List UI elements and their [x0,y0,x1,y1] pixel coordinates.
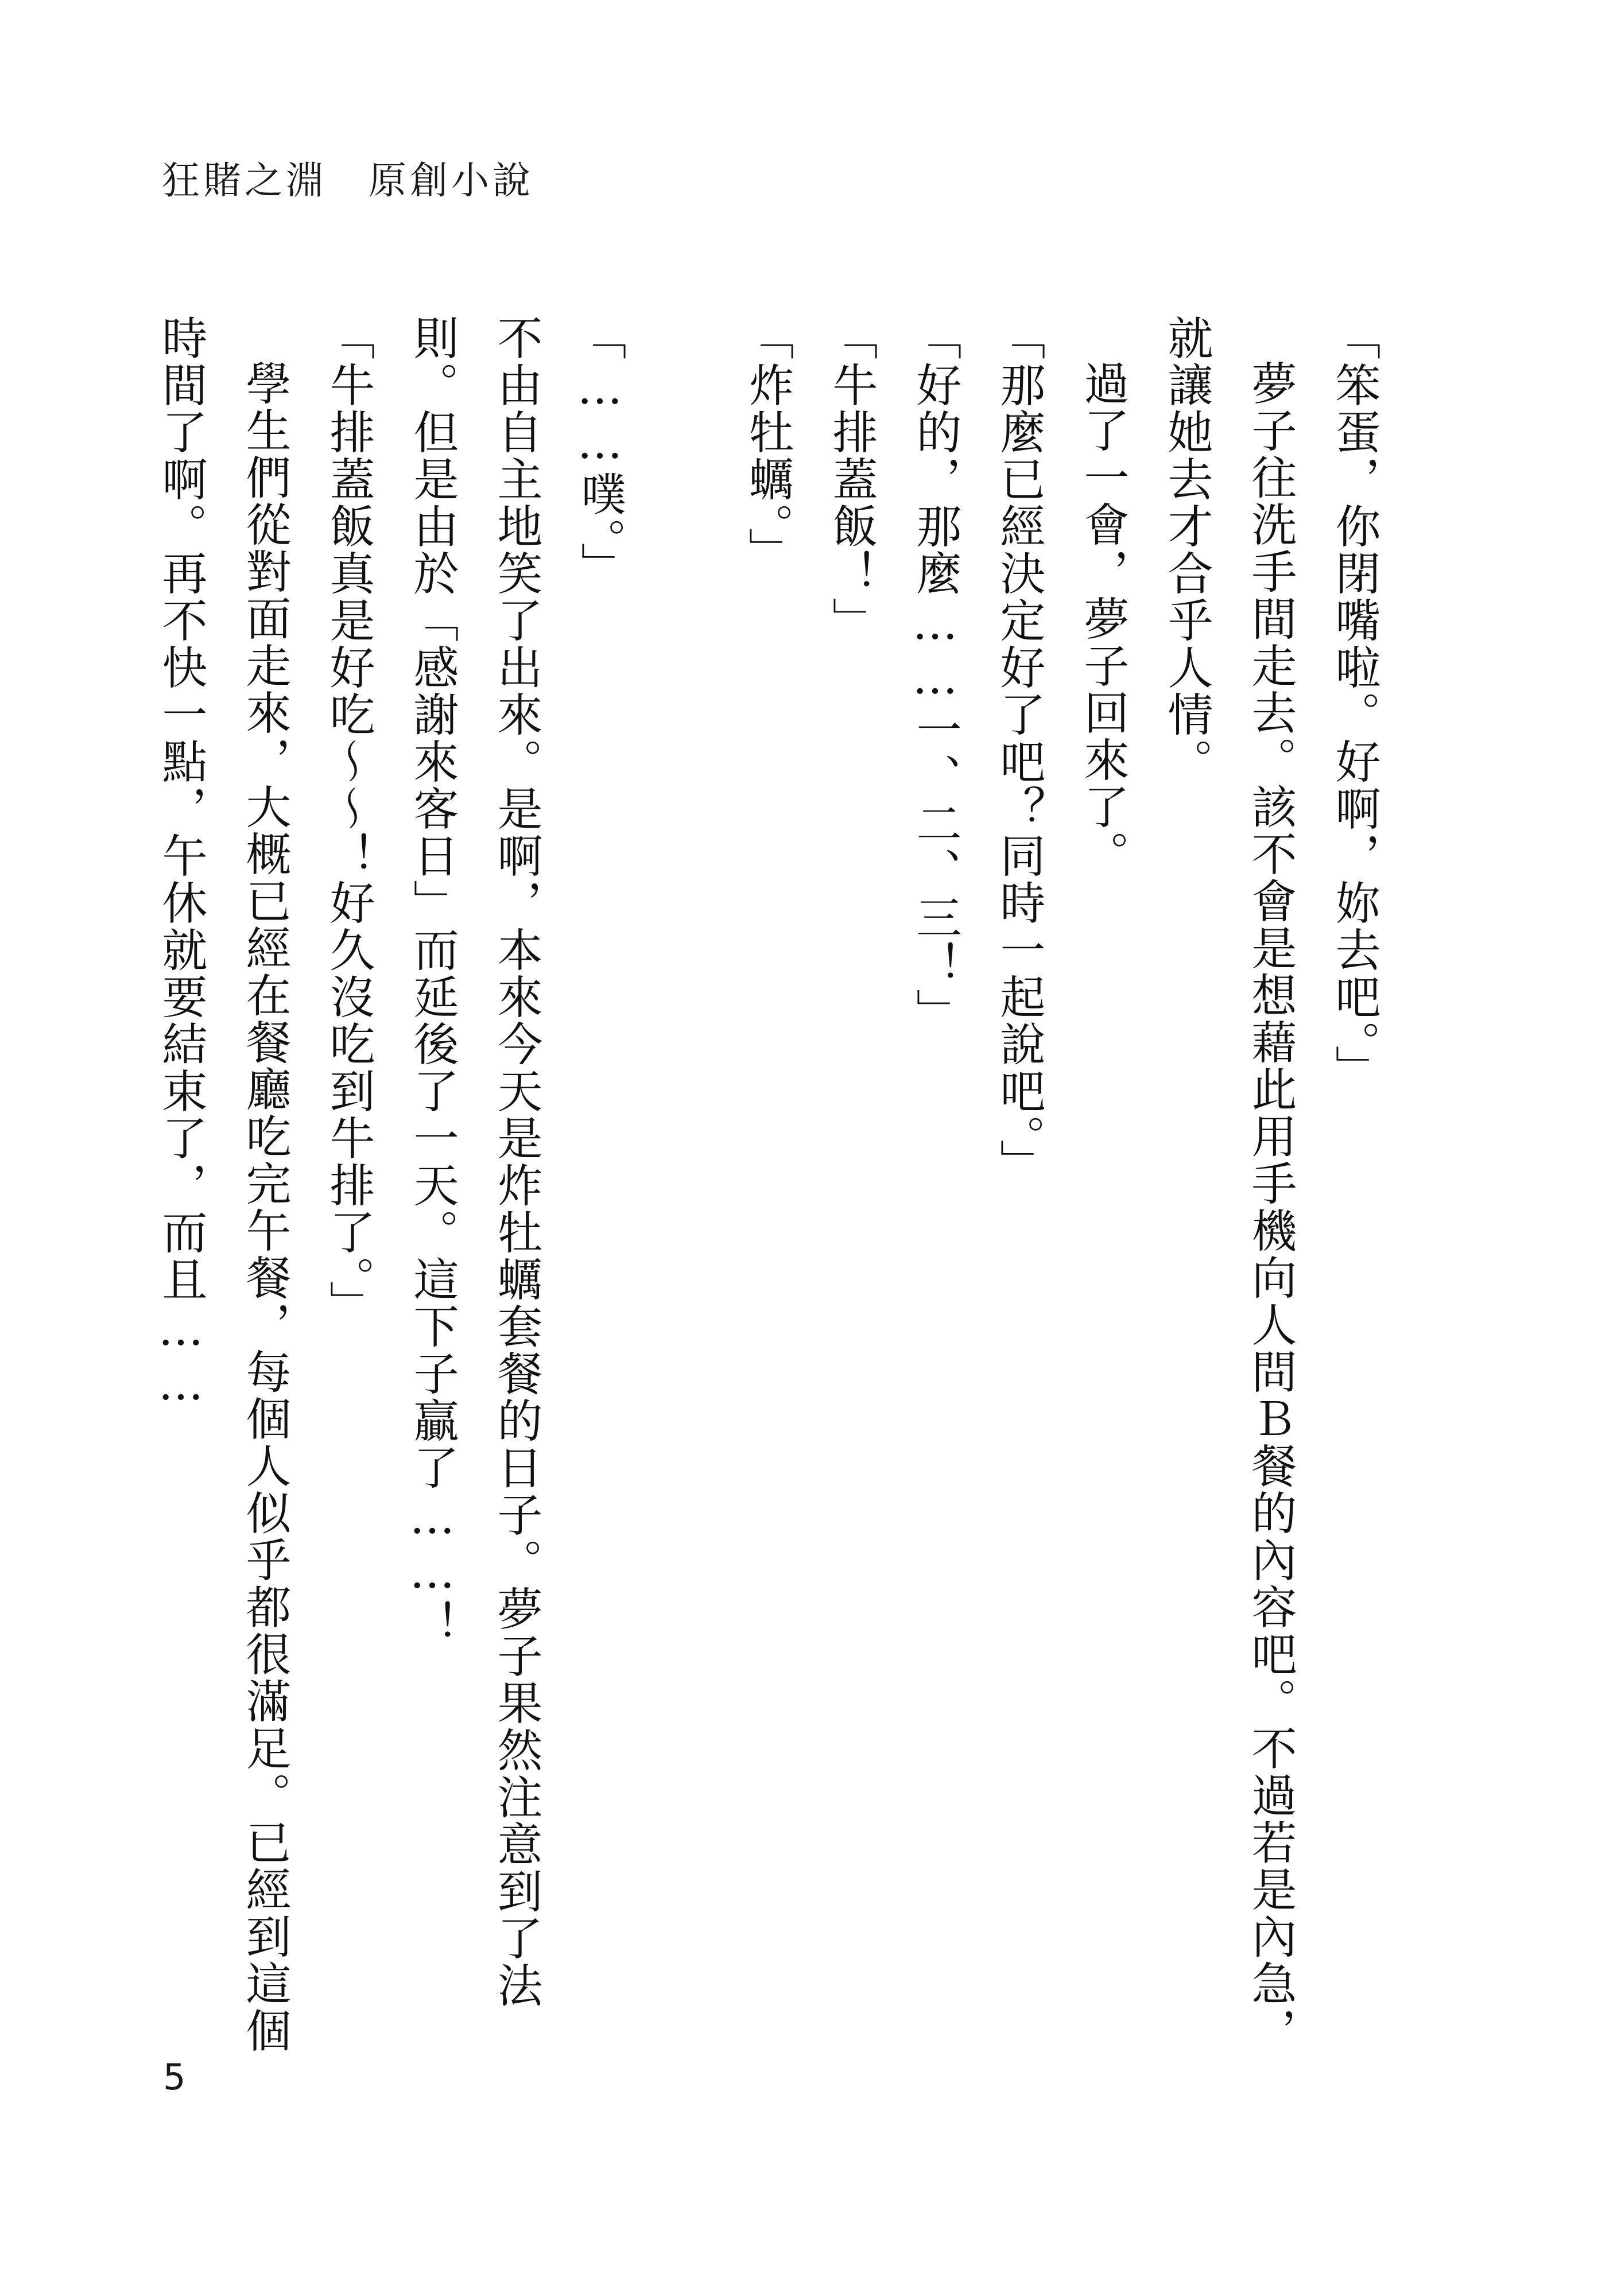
paragraph-11: 學生們從對面走來，大概已經在餐廳吃完午餐，每個人似乎都很滿足。已經到這個時間了啊。再不快一點，午休就要結束了，而且…… [154,315,291,2054]
blank-line [642,315,726,2094]
paragraph-4: 「那麼已經決定好了吧？同時一起說吧。」 [992,315,1045,1186]
vertical-body-text [139,315,1396,2098]
paragraph-6: 「牛排蓋飯！」 [825,315,878,644]
running-header: 狂賭之淵 原創小說 [162,158,534,203]
paragraph-5: 「好的，那麼……一、二、三！」 [909,315,961,1035]
paragraph-1: 「笨蛋，你閉嘴啦。好啊，妳去吧。」 [1328,315,1380,1092]
paragraph-2: 夢子往洗手間走去。該不會是想藉此用手機向人問Ｂ餐的內容吧。不過若是內急，就讓她去才合乎人情。 [1160,315,1297,2054]
paragraph-8: 「……噗。」 [573,315,626,589]
paragraph-7: 「炸牡蠣。」 [741,315,794,575]
paragraph-3: 過了一會，夢子回來了。 [1076,360,1129,878]
paragraph-10: 「牛排蓋飯真是好吃〜〜！好久沒吃到牛排了。」 [322,315,375,1328]
page-number: 5 [163,2056,186,2098]
paragraph-9: 不由自主地笑了出來。是啊，本來今天是炸牡蠣套餐的日子。夢子果然注意到了法則。但是由於「感謝來客日」而延後了一天。這下子贏了……！ [406,315,542,2009]
